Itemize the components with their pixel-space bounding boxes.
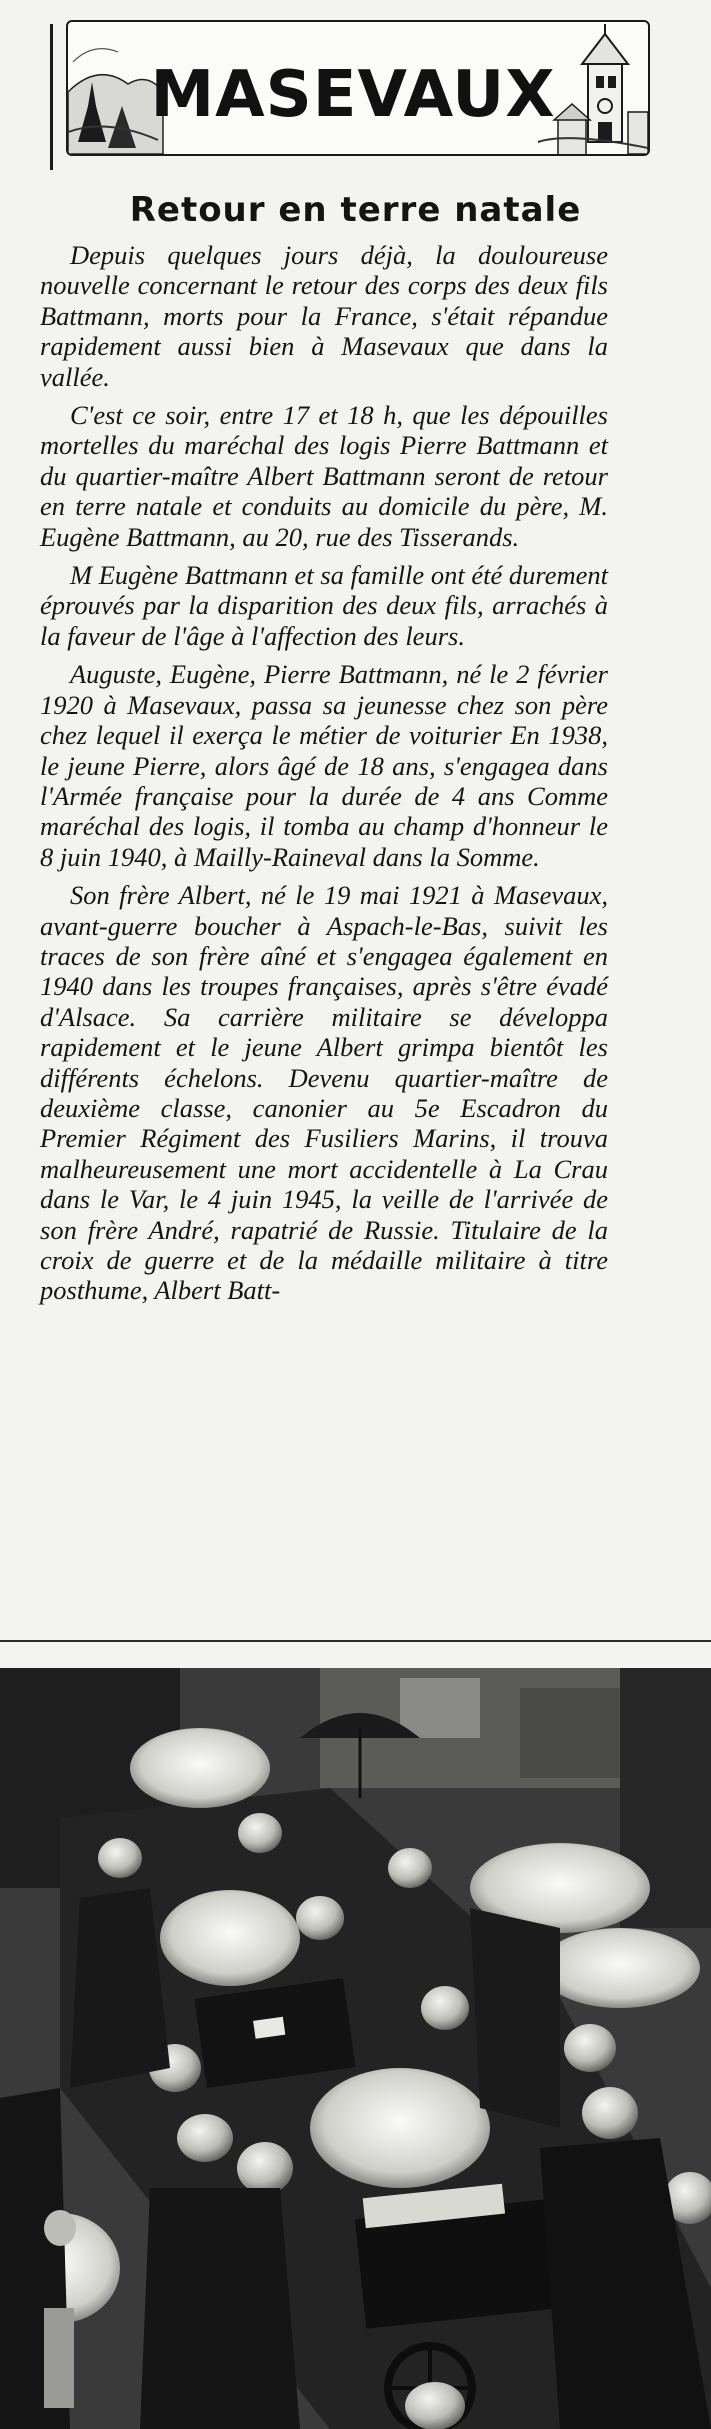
masthead-title: MASEVAUX: [150, 58, 556, 132]
section-divider: [0, 1640, 711, 1642]
article-paragraph: C'est ce soir, entre 17 et 18 h, que les dépouilles mortelles du maréchal des logis Pierre Battmann et du quartier-maître Albert Battmann seront de retour en terre natale et conduits au domicile du père, M. Eugène Battmann, au 20, rue des Tisserands.: [40, 400, 608, 552]
margin-rule: [50, 24, 53, 170]
funeral-procession-photo: [0, 1668, 711, 2429]
article-paragraph: M Eugène Battmann et sa famille ont été durement éprouvés par la disparition des deux fils, arrachés à la faveur de l'âge à l'affection des leurs.: [40, 560, 608, 651]
masthead-banner: [66, 20, 650, 156]
photo-illustration: [0, 1668, 711, 2429]
article-paragraph: Auguste, Eugène, Pierre Battmann, né le 2 février 1920 à Masevaux, passa sa jeunesse chez son père chez lequel il exerça le métier de voiturier En 1938, le jeune Pierre, alors âgé de 18 ans, s'engagea dans l'Armée française pour la durée de 4 ans Comme maréchal des logis, il tomba au champ d'honneur le 8 juin 1940, à Mailly-Raineval dans la Somme.: [40, 659, 608, 872]
article-headline: Retour en terre natale: [129, 190, 582, 230]
article-paragraph: Son frère Albert, né le 19 mai 1921 à Masevaux, avant-guerre boucher à Aspach-le-Bas, suivit les traces de son frère aîné et s'engagea également en 1940 dans les troupes françaises, après s'être évadé d'Alsace. Sa carrière militaire se développa rapidement et le jeune Albert grimpa bientôt les différents échelons. Devenu quartier-maître de deuxième classe, canonier au 5e Escadron du Premier Régiment des Fusiliers Marins, il trouva malheureusement une mort accidentelle à La Crau dans le Var, le 4 juin 1945, la veille de l'arrivée de son frère André, rapatrié de Russie. Titulaire de la croix de guerre et de la médaille militaire à titre posthume, Albert Batt-: [40, 880, 608, 1306]
article-paragraph: Depuis quelques jours déjà, la douloureuse nouvelle concernant le retour des corps des deux fils Battmann, morts pour la France, s'était répandue rapidement aussi bien à Masevaux que dans la vallée.: [40, 240, 608, 392]
article-body: [40, 240, 608, 1314]
